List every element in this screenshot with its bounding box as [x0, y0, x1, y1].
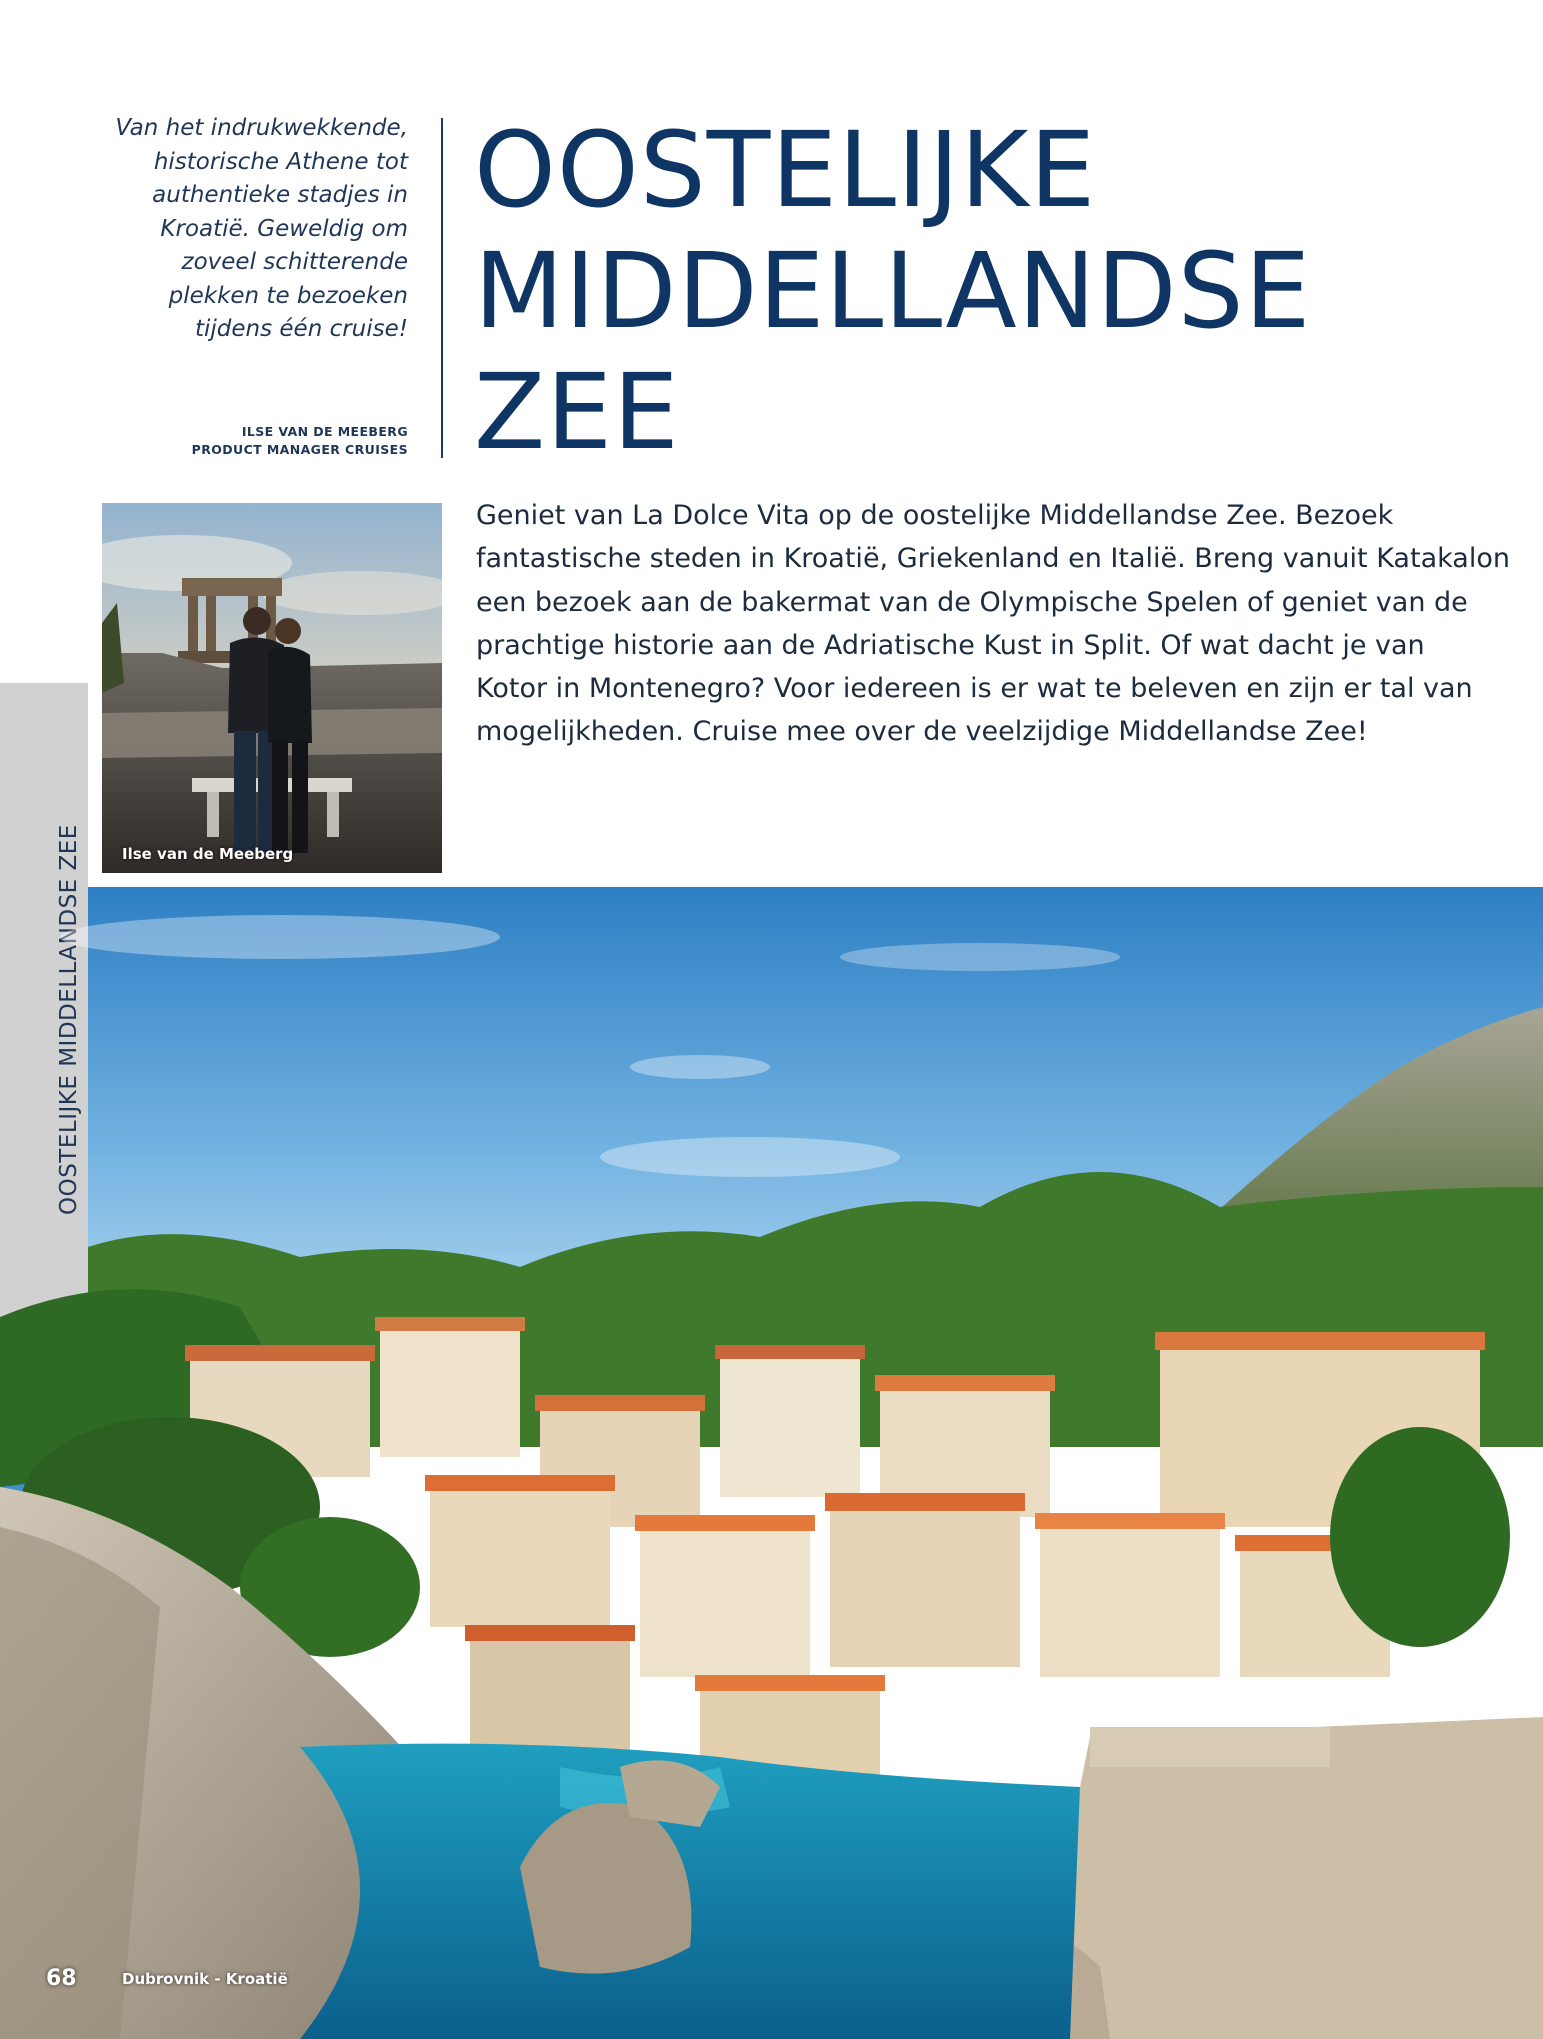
intro-line: Geniet van La Dolce Vita op de oostelijke Middellandse Zee. Bezoek [476, 500, 1394, 531]
signature-role: PRODUCT MANAGER CRUISES [191, 442, 408, 457]
intro-line: mogelijkheden. Cruise mee over de veelzijdige Middellandse Zee! [476, 716, 1368, 748]
quote-line: zoveel schitterende [181, 249, 408, 275]
hero-photo-dubrovnik [0, 887, 1543, 2039]
quote-line: Van het indrukwekkende, [115, 115, 408, 141]
quote-line: plekken te bezoeken [168, 282, 408, 309]
pull-quote [80, 112, 408, 347]
portrait-caption: Ilse van de Meeberg [122, 845, 294, 863]
quote-line: historische Athene tot [153, 148, 408, 175]
page-number: 68 [46, 1966, 77, 1991]
quote-line: tijdens één cruise! [194, 316, 408, 342]
intro-line: Kotor in Montenegro? Voor iedereen is er wat te beleven en zijn er tal van [476, 673, 1473, 705]
intro-line: een bezoek aan de bakermat van de Olympische Spelen of geniet van de [476, 586, 1468, 618]
hero-photo-caption: Dubrovnik - Kroatië [122, 1970, 288, 1988]
page-title [474, 110, 1514, 473]
intro-paragraph [476, 494, 1510, 754]
divider-line [441, 118, 443, 458]
quote-line: authentieke stadjes in [152, 182, 408, 208]
quote-signature [120, 423, 408, 459]
intro-line: fantastische steden in Kroatië, Griekenland en Italië. Breng vanuit Katakalon [476, 543, 1510, 575]
quote-line: Kroatië. Geweldig om [160, 215, 408, 242]
title-line: OOSTELIJKE [474, 109, 1097, 231]
portrait-photo [102, 503, 442, 873]
title-line: MIDDELLANDSE [474, 230, 1312, 352]
side-tab-label: OOSTELIJKE MIDDELLANDSE ZEE [56, 824, 82, 1215]
signature-name: ILSE VAN DE MEEBERG [241, 424, 408, 439]
intro-line: prachtige historie aan de Adriatische Kust in Split. Of wat dacht je van [476, 629, 1425, 661]
title-line: ZEE [474, 351, 680, 473]
